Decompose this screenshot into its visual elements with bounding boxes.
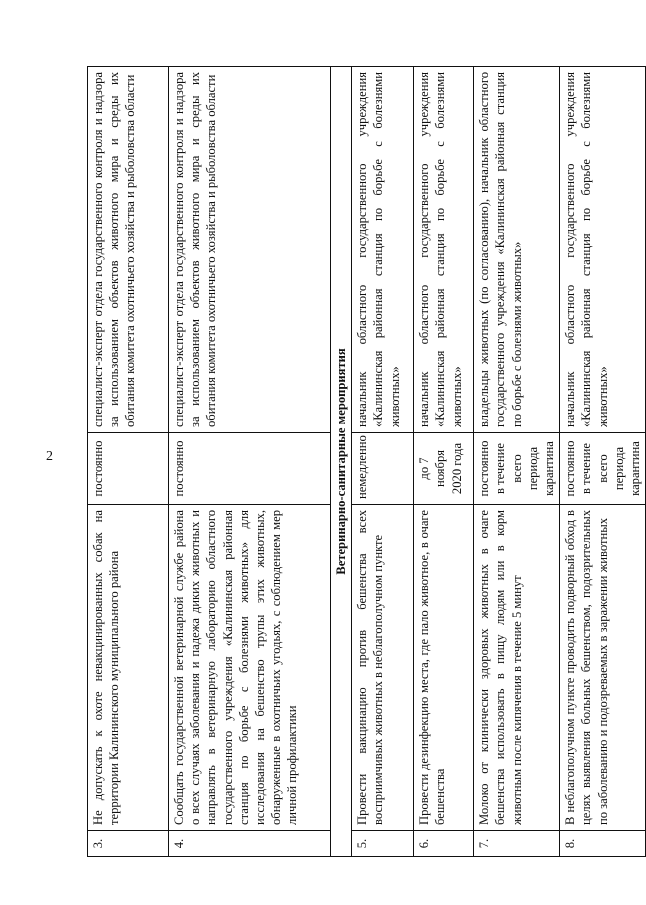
table-row — [474, 67, 560, 857]
row-number: 7. — [474, 831, 560, 857]
section-title: Ветеринарно-санитарные мероприятия — [331, 67, 352, 857]
term-text: постоянно в течение всего периода карантина — [560, 433, 646, 505]
measure-text: Сообщать государственной ветеринарной службе района о всех случаях заболевания и падежа диких животных и направлять в ветеринарную лабораторию областного государственного учреждения «Калининская районная станция по борьбе с болезнями животных» для исследования на бешенство трупы этих животных, обнаруженные в охотничьих угодьях, с соблюдением мер личной профилактики — [169, 505, 331, 831]
table-row — [169, 67, 331, 857]
term-text: постоянно — [169, 433, 331, 505]
term-text: постоянно в течение всего периода карантина — [474, 433, 560, 505]
responsible-text: начальник областного государственного учреждения «Калининская районная станция по борьбе с болезнями животных» — [352, 67, 414, 433]
table-row — [560, 67, 646, 857]
responsible-text: специалист-эксперт отдела государственного контроля и надзора за использованием объектов животного мира и среды их обитания комитета охотничьего хозяйства и рыболовства области — [169, 67, 331, 433]
row-number: 3. — [88, 831, 169, 857]
term-text: немедленно — [352, 433, 414, 505]
responsible-text: владельцы животных (по согласованию), начальник областного государственного учреждения «Калининская районная станция по борьбе с болезнями животных» — [474, 67, 560, 433]
page-number: 2 — [46, 449, 53, 464]
measure-text: Не допускать к охоте невакцинированных собак на территории Калининского муниципального района — [88, 505, 169, 831]
rotated-table-wrapper — [87, 67, 643, 857]
measures-table — [87, 66, 646, 857]
responsible-text: специалист-эксперт отдела государственного контроля и надзора за использованием объектов животного мира и среды их обитания комитета охотничьего хозяйства и рыболовства области — [88, 67, 169, 433]
measure-text: Провести вакцинацию против бешенства всех восприимчивых животных в неблагополучном пункте — [352, 505, 414, 831]
table-row — [88, 67, 169, 857]
row-number: 5. — [352, 831, 414, 857]
row-number: 8. — [560, 831, 646, 857]
table-row — [414, 67, 474, 857]
row-number: 6. — [414, 831, 474, 857]
section-header-row — [331, 67, 352, 857]
term-text: постоянно — [88, 433, 169, 505]
measure-text: Молоко от клинически здоровых животных в очаге бешенства использовать в пищу людям или в корм животным после кипячения в течение 5 минут — [474, 505, 560, 831]
measure-text: Провести дезинфекцию места, где пало животное, в очаге бешенства — [414, 505, 474, 831]
table-row — [352, 67, 414, 857]
responsible-text: начальник областного государственного учреждения «Калининская районная станция по борьбе с болезнями животных» — [414, 67, 474, 433]
measure-text: В неблагополучном пункте проводить подворный обход в целях выявления больных бешенством, подозрительных по заболеванию и подозреваемых в заражении животных — [560, 505, 646, 831]
responsible-text: начальник областного государственного учреждения «Калининская районная станция по борьбе с болезнями животных» — [560, 67, 646, 433]
row-number: 4. — [169, 831, 331, 857]
term-text: до 7 ноября 2020 года — [414, 433, 474, 505]
